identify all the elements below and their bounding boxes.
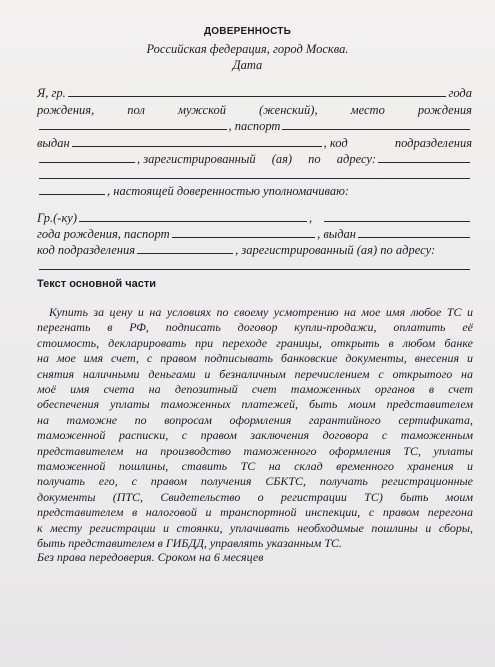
principal-passport-row bbox=[37, 117, 472, 133]
text-line: быть представителем в ГИБДД, управлять указанным ТС. bbox=[37, 536, 343, 551]
division-label: подразделения bbox=[394, 136, 472, 150]
agent-comma: , bbox=[309, 211, 313, 225]
agent-address-continued-row bbox=[37, 257, 472, 273]
agent-name-field[interactable] bbox=[79, 221, 307, 222]
text-line: моё имя счета на депозитный счет таможенных органов в счет bbox=[37, 382, 473, 397]
principal-address-continued-row bbox=[37, 166, 472, 182]
text-line: на мое имя счет, с правом подписывать банковские документы, внесения и bbox=[37, 351, 473, 366]
passport-field[interactable] bbox=[282, 129, 470, 130]
agent-code-field[interactable] bbox=[137, 253, 233, 254]
principal-issued-row bbox=[37, 134, 472, 150]
principal-label: Я, гр. bbox=[37, 86, 66, 100]
address-label: адресу: bbox=[336, 152, 376, 166]
birth-label: рождения, bbox=[37, 103, 95, 117]
document-date: Дата bbox=[232, 58, 263, 72]
agent-name-field-2[interactable] bbox=[324, 221, 470, 222]
issued-label: выдан bbox=[37, 136, 70, 150]
agent-registered-label: , зарегистрированный (ая) по адресу: bbox=[235, 243, 436, 257]
agent-passport-row bbox=[37, 225, 472, 241]
authorize-label: , настоящей доверенностью уполномачиваю: bbox=[107, 184, 350, 198]
address-field-end[interactable] bbox=[39, 194, 105, 195]
agent-birth-passport-label: года рождения, паспорт bbox=[37, 227, 170, 241]
agent-address-row bbox=[37, 241, 472, 257]
text-line: таможенной пошлины, ставить ТС на склад временного хранения и bbox=[37, 459, 473, 474]
issued-field[interactable] bbox=[72, 146, 322, 147]
female-label: (женский), bbox=[259, 103, 318, 117]
birthplace-label: рождения bbox=[417, 103, 472, 117]
principal-name-field[interactable] bbox=[68, 96, 447, 97]
male-label: мужской bbox=[178, 103, 226, 117]
birthplace-field[interactable] bbox=[39, 129, 227, 130]
principal-name-row bbox=[37, 84, 472, 100]
division-code-field[interactable] bbox=[39, 162, 135, 163]
sex-label: пол bbox=[127, 103, 145, 117]
text-line: стоимость, декларировать при переходе границы, открыть в любом банке bbox=[37, 335, 473, 350]
principal-year-label: года bbox=[448, 86, 472, 100]
main-text bbox=[37, 305, 473, 552]
text-line: таможенной расписки, с правом заключения договора с таможенным bbox=[37, 428, 473, 443]
address-field-start[interactable] bbox=[378, 162, 470, 163]
code-label: , код bbox=[323, 136, 348, 150]
text-line: документы (ПТС, Свидетельство о регистрации ТС) быть моим bbox=[37, 489, 473, 504]
section-title: Текст основной части bbox=[37, 278, 156, 290]
registered-label: , зарегистрированный bbox=[137, 152, 256, 166]
text-line: на таможне по вопросам оформления гарантийного сертификата, bbox=[37, 412, 473, 427]
registered-gender-label: (ая) bbox=[271, 152, 293, 166]
text-line: обеспечения уплаты таможенных платежей, быть моим представителем bbox=[37, 397, 473, 412]
text-line: Купить за цену и на условиях по своему усмотрению на мое имя любое ТС и bbox=[49, 305, 473, 319]
address-field[interactable] bbox=[39, 178, 470, 179]
document-title: ДОВЕРЕННОСТЬ bbox=[203, 26, 292, 37]
agent-passport-field[interactable] bbox=[172, 237, 315, 238]
agent-issued-label: , выдан bbox=[317, 227, 356, 241]
place-label: место bbox=[350, 103, 385, 117]
text-line: к месту регистрации и стоянки, уплачивать необходимые пошлины и сборы, bbox=[37, 520, 473, 535]
text-line: перегнать в РФ, подписать договор купли-продажи, оплатить её bbox=[37, 320, 473, 335]
agent-issued-field[interactable] bbox=[358, 237, 470, 238]
text-line: получать его, с правом получения СБКТС, получать регистрационные bbox=[37, 474, 473, 489]
at-label: по bbox=[308, 152, 321, 166]
principal-authorize-row bbox=[37, 182, 472, 198]
agent-address-field[interactable] bbox=[39, 269, 470, 270]
agent-name-row bbox=[37, 209, 472, 225]
principal-address-row bbox=[37, 150, 472, 166]
text-line: представителем в налоговой и транспортной инспекции, с правом перегона bbox=[37, 505, 473, 520]
principal-birth-row bbox=[37, 101, 472, 117]
agent-code-label: код подразделения bbox=[37, 243, 136, 257]
text-line: снятия наличными деньгами и безналичным перечислением с открытого на bbox=[37, 366, 473, 381]
text-line: представителем на производство таможенного оформления ТС, уплаты bbox=[37, 443, 473, 458]
closing-text: Без права передоверия. Сроком на 6 месяцев bbox=[37, 550, 264, 564]
agent-label: Гр.(-ку) bbox=[37, 211, 78, 225]
document-place: Российская федерация, город Москва. bbox=[146, 42, 349, 56]
passport-label: , паспорт bbox=[228, 119, 281, 133]
